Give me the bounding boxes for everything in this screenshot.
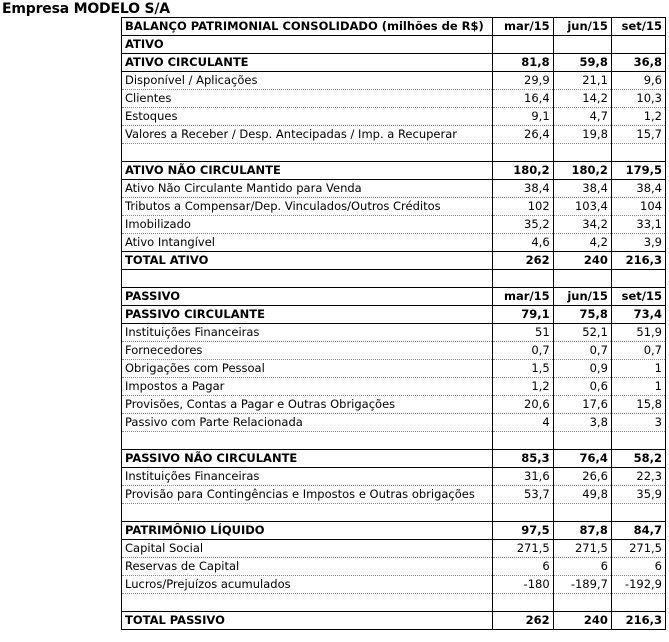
row-value: 271,5	[493, 540, 553, 558]
table-row	[122, 288, 666, 306]
table-row	[122, 432, 666, 450]
row-value	[493, 270, 553, 288]
row-label: Lucros/Prejuízos acumulados	[122, 576, 493, 594]
row-value	[493, 36, 553, 54]
row-value: jun/15	[553, 288, 611, 306]
row-value: 52,1	[553, 324, 611, 342]
row-label: Obrigações com Pessoal	[122, 360, 493, 378]
table-row	[122, 252, 666, 270]
table-row	[122, 558, 666, 576]
table-row	[122, 414, 666, 432]
table-row	[122, 18, 666, 36]
row-value: 16,4	[493, 90, 553, 108]
row-value: 49,8	[553, 486, 611, 504]
row-label	[122, 504, 493, 522]
table-row	[122, 162, 666, 180]
table-row	[122, 126, 666, 144]
row-value: 262	[493, 612, 553, 630]
row-value: 10,3	[611, 90, 665, 108]
row-label: Estoques	[122, 108, 493, 126]
row-value: 38,4	[493, 180, 553, 198]
table-row	[122, 234, 666, 252]
row-value	[493, 432, 553, 450]
row-label: Instituições Financeiras	[122, 324, 493, 342]
row-label: Fornecedores	[122, 342, 493, 360]
row-value: 51	[493, 324, 553, 342]
row-value: 22,3	[611, 468, 665, 486]
row-value: 240	[553, 252, 611, 270]
table-row	[122, 504, 666, 522]
row-value: mar/15	[493, 18, 553, 36]
row-label	[122, 144, 493, 162]
row-value: -189,7	[553, 576, 611, 594]
row-label: BALANÇO PATRIMONIAL CONSOLIDADO (milhões de R$)	[122, 18, 493, 36]
row-value: 0,7	[493, 342, 553, 360]
table-row	[122, 360, 666, 378]
row-label: Capital Social	[122, 540, 493, 558]
table-row	[122, 180, 666, 198]
row-value: 21,1	[553, 72, 611, 90]
company-title: Empresa MODELO S/A	[2, 1, 170, 17]
table-row	[122, 576, 666, 594]
row-value: 53,7	[493, 486, 553, 504]
row-value: 97,5	[493, 522, 553, 540]
row-label: Provisão para Contingências e Impostos e Outras obrigações	[122, 486, 493, 504]
row-label: TOTAL ATIVO	[122, 252, 493, 270]
table-row	[122, 198, 666, 216]
row-value: mar/15	[493, 288, 553, 306]
row-value: 15,7	[611, 126, 665, 144]
row-label: ATIVO	[122, 36, 493, 54]
table-row	[122, 36, 666, 54]
row-label: TOTAL PASSIVO	[122, 612, 493, 630]
row-value	[611, 594, 665, 612]
table-row	[122, 216, 666, 234]
row-label: Passivo com Parte Relacionada	[122, 414, 493, 432]
row-value: 0,7	[611, 342, 665, 360]
row-value: 4,6	[493, 234, 553, 252]
row-value	[553, 504, 611, 522]
row-value: 85,3	[493, 450, 553, 468]
row-label: Imobilizado	[122, 216, 493, 234]
row-value: -180	[493, 576, 553, 594]
row-value: 1	[611, 360, 665, 378]
row-value: jun/15	[553, 18, 611, 36]
row-value: 3,9	[611, 234, 665, 252]
row-label: PASSIVO NÃO CIRCULANTE	[122, 450, 493, 468]
row-label	[122, 432, 493, 450]
row-value: 0,7	[553, 342, 611, 360]
row-label: Impostos a Pagar	[122, 378, 493, 396]
row-value: set/15	[611, 18, 665, 36]
row-value: 6	[553, 558, 611, 576]
row-value: 104	[611, 198, 665, 216]
row-label: ATIVO NÃO CIRCULANTE	[122, 162, 493, 180]
row-value: 6	[611, 558, 665, 576]
row-value: 216,3	[611, 252, 665, 270]
row-value: 17,6	[553, 396, 611, 414]
row-label: PATRIMÔNIO LÍQUIDO	[122, 522, 493, 540]
row-value: 79,1	[493, 306, 553, 324]
row-value: -192,9	[611, 576, 665, 594]
row-label: PASSIVO	[122, 288, 493, 306]
row-label: Disponível / Aplicações	[122, 72, 493, 90]
table-row	[122, 270, 666, 288]
table-row	[122, 378, 666, 396]
table-row	[122, 342, 666, 360]
row-value	[493, 504, 553, 522]
row-value	[493, 144, 553, 162]
row-value: 1,5	[493, 360, 553, 378]
row-value: 0,6	[553, 378, 611, 396]
row-label: ATIVO CIRCULANTE	[122, 54, 493, 72]
table-row	[122, 612, 666, 630]
row-value: 14,2	[553, 90, 611, 108]
table-row	[122, 594, 666, 612]
row-value: 81,8	[493, 54, 553, 72]
row-value: set/15	[611, 288, 665, 306]
table-row	[122, 540, 666, 558]
table-row	[122, 522, 666, 540]
row-value: 180,2	[493, 162, 553, 180]
row-label	[122, 594, 493, 612]
table-row	[122, 450, 666, 468]
table-row	[122, 324, 666, 342]
row-value	[611, 504, 665, 522]
table-row	[122, 306, 666, 324]
table-row	[122, 108, 666, 126]
row-value: 271,5	[611, 540, 665, 558]
row-label: Ativo Intangível	[122, 234, 493, 252]
row-value: 4,7	[553, 108, 611, 126]
row-value: 59,8	[553, 54, 611, 72]
row-value	[553, 144, 611, 162]
row-value: 103,4	[553, 198, 611, 216]
row-value: 38,4	[611, 180, 665, 198]
row-value: 179,5	[611, 162, 665, 180]
row-value: 9,1	[493, 108, 553, 126]
table-row	[122, 90, 666, 108]
row-label: PASSIVO CIRCULANTE	[122, 306, 493, 324]
row-value: 73,4	[611, 306, 665, 324]
row-value	[611, 270, 665, 288]
row-value: 3,8	[553, 414, 611, 432]
row-value	[611, 432, 665, 450]
row-label: Valores a Receber / Desp. Antecipadas / Imp. a Recuperar	[122, 126, 493, 144]
table-row	[122, 468, 666, 486]
table-row	[122, 54, 666, 72]
table-row	[122, 486, 666, 504]
row-value	[611, 36, 665, 54]
row-value: 75,8	[553, 306, 611, 324]
row-value: 240	[553, 612, 611, 630]
row-label: Tributos a Compensar/Dep. Vinculados/Outros Créditos	[122, 198, 493, 216]
row-label: Instituições Financeiras	[122, 468, 493, 486]
table-row	[122, 144, 666, 162]
row-value: 6	[493, 558, 553, 576]
row-value: 262	[493, 252, 553, 270]
row-value	[553, 270, 611, 288]
row-value: 20,6	[493, 396, 553, 414]
row-label: Provisões, Contas a Pagar e Outras Obrigações	[122, 396, 493, 414]
row-value: 3	[611, 414, 665, 432]
row-value: 4	[493, 414, 553, 432]
row-value: 26,6	[553, 468, 611, 486]
row-value	[553, 594, 611, 612]
row-value: 9,6	[611, 72, 665, 90]
row-value: 4,2	[553, 234, 611, 252]
row-value: 29,9	[493, 72, 553, 90]
row-value: 35,2	[493, 216, 553, 234]
row-value: 33,1	[611, 216, 665, 234]
row-value: 1,2	[611, 108, 665, 126]
row-value	[553, 36, 611, 54]
row-value: 26,4	[493, 126, 553, 144]
row-label	[122, 270, 493, 288]
row-label: Reservas de Capital	[122, 558, 493, 576]
row-value: 0,9	[553, 360, 611, 378]
row-value	[553, 432, 611, 450]
row-value: 1,2	[493, 378, 553, 396]
row-value: 84,7	[611, 522, 665, 540]
table-row	[122, 396, 666, 414]
row-value: 19,8	[553, 126, 611, 144]
row-value	[611, 144, 665, 162]
row-value: 87,8	[553, 522, 611, 540]
row-value: 271,5	[553, 540, 611, 558]
row-value: 15,8	[611, 396, 665, 414]
row-value: 58,2	[611, 450, 665, 468]
row-value	[493, 594, 553, 612]
row-value: 102	[493, 198, 553, 216]
row-value: 38,4	[553, 180, 611, 198]
row-value: 180,2	[553, 162, 611, 180]
row-label: Clientes	[122, 90, 493, 108]
row-label: Ativo Não Circulante Mantido para Venda	[122, 180, 493, 198]
row-value: 36,8	[611, 54, 665, 72]
row-value: 51,9	[611, 324, 665, 342]
row-value: 34,2	[553, 216, 611, 234]
balance-sheet-table	[121, 17, 666, 630]
row-value: 35,9	[611, 486, 665, 504]
table-row	[122, 72, 666, 90]
row-value: 216,3	[611, 612, 665, 630]
row-value: 76,4	[553, 450, 611, 468]
row-value: 31,6	[493, 468, 553, 486]
row-value: 1	[611, 378, 665, 396]
